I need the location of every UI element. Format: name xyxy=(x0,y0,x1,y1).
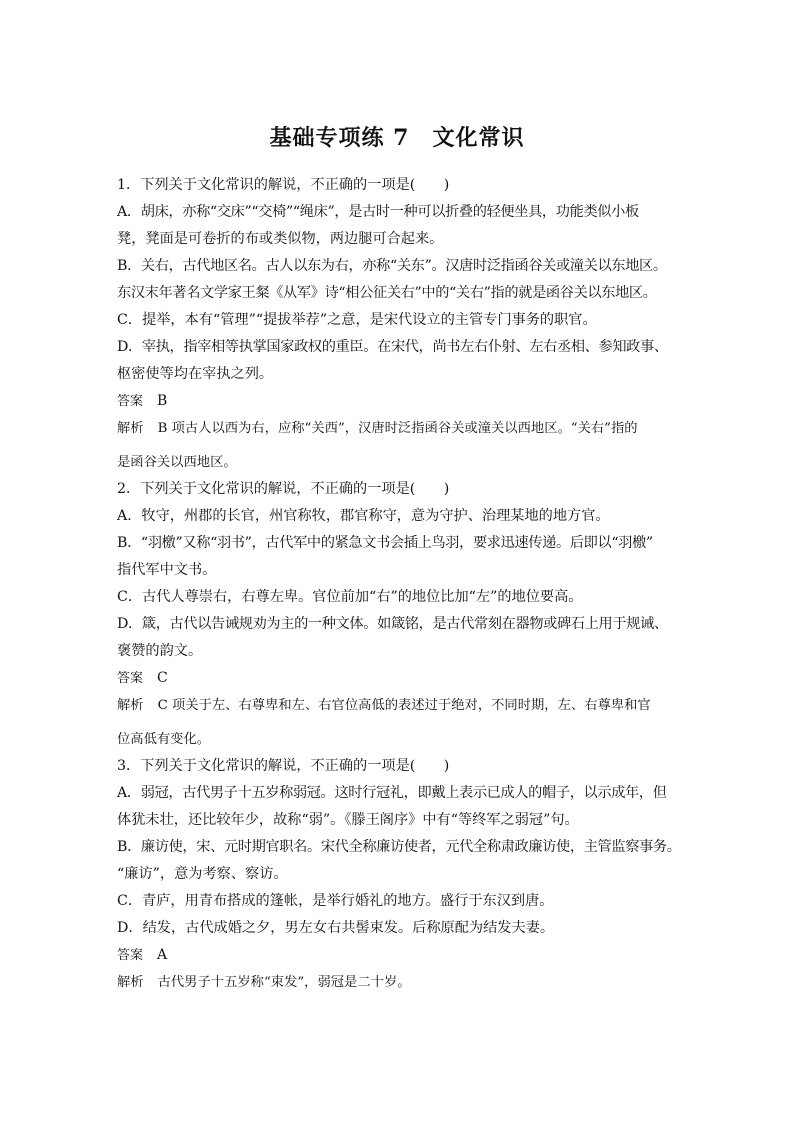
answer-value: C xyxy=(157,670,168,686)
explanation-label: 解析 xyxy=(117,975,144,990)
question-stem: 1．下列关于文化常识的解说，不正确的一项是( ) xyxy=(117,177,450,193)
question-1 xyxy=(117,172,687,476)
option-b-cont: “廉访”，意为考察、察访。 xyxy=(117,866,288,882)
option-d: D．结发，古代成婚之夕，男左女右共髻束发。后称原配为结发夫妻。 xyxy=(117,920,555,936)
explanation-cont: 是函谷关以西地区。 xyxy=(117,455,237,470)
option-d-cont: 褒赞的韵文。 xyxy=(117,643,203,659)
document-body xyxy=(117,172,687,1003)
option-c: C．古代人尊崇右，右尊左卑。官位前加“右”的地位比加“左”的地位要高。 xyxy=(117,589,583,605)
answer-label: 答案 xyxy=(117,671,144,686)
explanation-text: C 项关于左、右尊卑和左、右官位高低的表述过于绝对，不同时期，左、右尊卑和官 xyxy=(157,698,651,713)
option-a: A．弱冠，古代男子十五岁称弱冠。这时行冠礼，即戴上表示已成人的帽子，以示成年，但 xyxy=(117,785,667,801)
explanation-cont: 位高低有变化。 xyxy=(117,732,211,747)
explanation-label: 解析 xyxy=(117,421,144,436)
option-b-cont: 指代军中文书。 xyxy=(117,562,217,578)
option-d: D．宰执，指宰相等执掌国家政权的重臣。在宋代，尚书左右仆射、左右丞相、参知政事、 xyxy=(117,339,668,355)
explanation-text: B 项古人以西为右，应称“关西”，汉唐时泛指函谷关或潼关以西地区。“关右”指的 xyxy=(157,421,638,436)
answer-value: A xyxy=(157,947,168,963)
answer-value: B xyxy=(157,393,168,409)
question-3 xyxy=(117,753,687,1003)
answer-line xyxy=(117,942,687,969)
option-a: A．胡床，亦称“交床”“交椅”“绳床”，是古时一种可以折叠的轻便坐具，功能类似小板 xyxy=(117,204,639,220)
option-c: C．提举，本有“管理”“提拔举荐”之意，是宋代设立的主管专门事务的职官。 xyxy=(117,312,597,328)
option-b: B．“羽檄”又称“羽书”，古代军中的紧急文书会插上鸟羽，要求迅速传递。后即以“羽檄” xyxy=(117,535,653,551)
answer-line xyxy=(117,388,687,415)
explanation-text: 古代男子十五岁称“束发”，弱冠是二十岁。 xyxy=(157,975,411,990)
option-d: D．箴，古代以告诫规劝为主的一种文体。如箴铭，是古代常刻在器物或碑石上用于规诫、 xyxy=(117,616,668,632)
option-a: A．牧守，州郡的长官，州官称牧，郡官称守，意为守护、治理某地的地方官。 xyxy=(117,508,610,524)
option-c: C．青庐，用青布搭成的篷帐，是举行婚礼的地方。盛行于东汉到唐。 xyxy=(117,893,554,909)
answer-line xyxy=(117,665,687,692)
question-stem: 3．下列关于文化常识的解说，不正确的一项是( ) xyxy=(117,758,450,774)
question-2 xyxy=(117,476,687,753)
explanation xyxy=(117,969,687,1003)
option-a-cont: 凳，凳面是可卷折的布或类似物，两边腿可合起来。 xyxy=(117,231,444,247)
explanation-label: 解析 xyxy=(117,698,144,713)
option-b: B．廉访使，宋、元时期官职名。宋代全称廉访使者，元代全称肃政廉访使，主管监察事务。 xyxy=(117,839,681,855)
option-b-cont: 东汉末年著名文学家王粲《从军》诗“相公征关右”中的“关右”指的就是函谷关以东地区。 xyxy=(117,285,657,301)
explanation xyxy=(117,415,687,449)
option-a-cont: 体犹未壮，还比较年少，故称“弱”。《滕王阁序》中有“等终军之弱冠”句。 xyxy=(117,812,579,828)
option-d-cont: 枢密使等均在宰执之列。 xyxy=(117,366,274,382)
answer-label: 答案 xyxy=(117,394,144,409)
option-b: B．关右，古代地区名。古人以东为右，亦称“关东”。汉唐时泛指函谷关或潼关以东地区。 xyxy=(117,258,667,274)
page-title: 基础专项练 7 文化常识 xyxy=(269,125,525,151)
answer-label: 答案 xyxy=(117,948,144,963)
explanation xyxy=(117,692,687,726)
question-stem: 2．下列关于文化常识的解说，不正确的一项是( ) xyxy=(117,481,450,497)
